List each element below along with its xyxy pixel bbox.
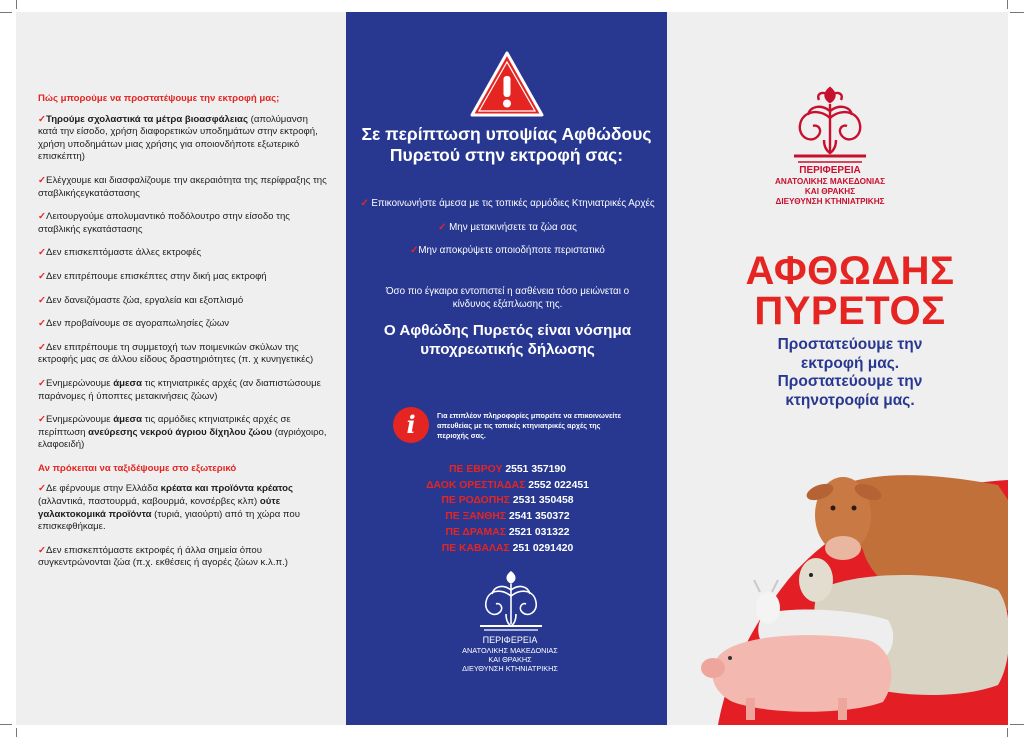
farm-animals-image	[668, 440, 1008, 725]
crop-mark	[16, 0, 17, 9]
action-list	[360, 198, 655, 269]
list-item: ✓Τηρούμε σχολαστικά τα μέτρα βιοασφάλειας (απολύμανση κατά την είσοδο, χρήση διαφορετικών υποδημάτων στην εκτροφή, χρήση υποδημάτων μιας χρήσης για οποιονδήποτε εξωτερικό επισκέπτη)	[38, 113, 318, 163]
warning-icon	[469, 50, 545, 118]
contact-row: ΠΕ ΚΑΒΑΛΑΣ 251 0291420	[441, 542, 574, 554]
list-item: ✓ Επικοινωνήστε άμεσα με τις τοπικές αρμόδιες Κτηνιατρικές Αρχές	[360, 198, 655, 209]
protection-heading: Πώς μπορούμε να προστατέψουμε την εκτροφή μας;	[38, 93, 280, 104]
crop-mark	[1010, 12, 1024, 13]
contact-row: ΠΕ ΔΡΑΜΑΣ 2521 031322	[445, 526, 570, 538]
list-item: ✓Δεν προβαίνουμε σε αγοραπωλησίες ζώων	[38, 318, 230, 330]
slogan: Προστατεύουμε την εκτροφή μας. Προστατεύουμε την κτηνοτροφία μας.	[777, 336, 923, 409]
list-item: ✓Δεν επισκεπτόμαστε εκτροφές ή άλλα σημεία όπου συγκεντρώνονται ζώα (π.χ. εκθέσεις ή αγορές ζώων κ.λ.π.)	[38, 544, 288, 569]
crop-mark	[0, 12, 12, 13]
crop-mark	[1007, 0, 1008, 9]
left-content	[38, 93, 328, 581]
contact-list	[400, 462, 615, 556]
region-logo-icon	[466, 566, 556, 636]
list-item: ✓Λειτουργούμε απολυμαντικό ποδόλουτρο στην είσοδο της σταβλικής εγκατάστασης	[38, 211, 290, 235]
list-item: ✓ Μην μετακινήσετε τα ζώα σας	[438, 221, 577, 233]
right-org-name: ΠΕΡΙΦΕΡΕΙΑ ΑΝΑΤΟΛΙΚΗΣ ΜΑΚΕΔΟΝΙΑΣ ΚΑΙ ΘΡΑΚΗΣ ΔΙΕΥΘΥΝΣΗ ΚΤΗΝΙΑΤΡΙΚΗΣ	[775, 165, 885, 206]
crop-mark	[1007, 728, 1008, 737]
main-title: ΑΦΘΩΔΗΣ ΠΥΡΕΤΟΣ	[745, 249, 955, 333]
contact-row: ΠΕ ΡΟΔΟΠΗΣ 2531 350458	[441, 495, 574, 507]
list-item: ✓Δεν επισκεπτόμαστε άλλες εκτροφές	[38, 247, 202, 259]
region-logo-icon	[786, 84, 874, 166]
early-detection-note: Όσο πιο έγκαιρα εντοπιστεί η ασθένεια τόσο μειώνεται ο κίνδυνος εξάπλωσης της.	[385, 286, 630, 310]
middle-org-name: ΠΕΡΙΦΕΡΕΙΑ ΑΝΑΤΟΛΙΚΗΣ ΜΑΚΕΔΟΝΙΑΣ ΚΑΙ ΘΡΑΚΗΣ ΔΙΕΥΘΥΝΣΗ ΚΤΗΝΙΑΤΡΙΚΗΣ	[462, 635, 558, 673]
crop-mark	[1010, 724, 1024, 725]
list-item: ✓Ελέγχουμε και διασφαλίζουμε την ακεραιότητα της περίφραξης της σταβλικήςεγκατάστασης	[38, 174, 327, 199]
list-item: ✓Ενημερώνουμε άμεσα τις αρμόδιες κτηνιατρικές αρχές σε περίπτωση ανεύρεσης νεκρού άγριου δίχηλου ζώου (αγριόχοιρο, ελαφοειδή)	[38, 414, 327, 451]
crop-mark	[0, 724, 12, 725]
list-item: ✓Δεν δανειζόμαστε ζώα, εργαλεία και εξοπλισμό	[38, 294, 244, 306]
travel-heading: Αν πρόκειται να ταξιδέψουμε στο εξωτερικό	[38, 462, 237, 474]
info-icon: i	[393, 407, 429, 443]
suspicion-title: Σε περίπτωση υποψίας Αφθώδους Πυρετού στην εκτροφή σας:	[361, 124, 652, 165]
crop-mark	[16, 728, 17, 737]
list-item: ✓Δεν επιτρέπουμε επισκέπτες στην δική μας εκτροφή	[38, 270, 267, 282]
list-item: ✓Ενημερώνουμε άμεσα τις κτηνιατρικές αρχές (αν διαπιστώσουμε παράνομες ή ύποπτες μετακινήσεις ζώων)	[38, 377, 321, 402]
list-item: ✓Μην αποκρύψετε οποιοδήποτε περιστατικό	[410, 245, 605, 256]
notifiable-disease-text: Ο Αφθώδης Πυρετός είναι νόσημα υποχρεωτικής δήλωσης	[383, 322, 632, 358]
list-item: ✓Δεν επιτρέπουμε τη συμμετοχή των ποιμενικών σκύλων της εκτροφής μας σε άλλου είδους δραστηριότητες (π. χ κυνηγετικές)	[38, 341, 314, 366]
contact-row: ΔΑΟΚ ΟΡΕΣΤΙΑΔΑΣ 2552 022451	[426, 479, 589, 491]
contact-row: ΠΕ ΕΒΡΟΥ 2551 357190	[449, 464, 566, 475]
list-item: ✓Δε φέρνουμε στην Ελλάδα κρέατα και προϊόντα κρέατος (αλλαντικά, παστουρμά, καβουρμά, κονσέρβες κλπ) ούτε γαλακτοκομικά προϊόντα (τυριά, γιαούρτι) από τη χώρα που επισκεφθήκαμε.	[38, 483, 300, 533]
contact-row: ΠΕ ΞΑΝΘΗΣ 2541 350372	[445, 511, 570, 523]
info-text: Για επιπλέον πληροφορίες μπορείτε να επικοινωνείτε απευθείας με τις τοπικές κτηνιατρικές αρχές της περιοχής σας.	[437, 411, 621, 440]
